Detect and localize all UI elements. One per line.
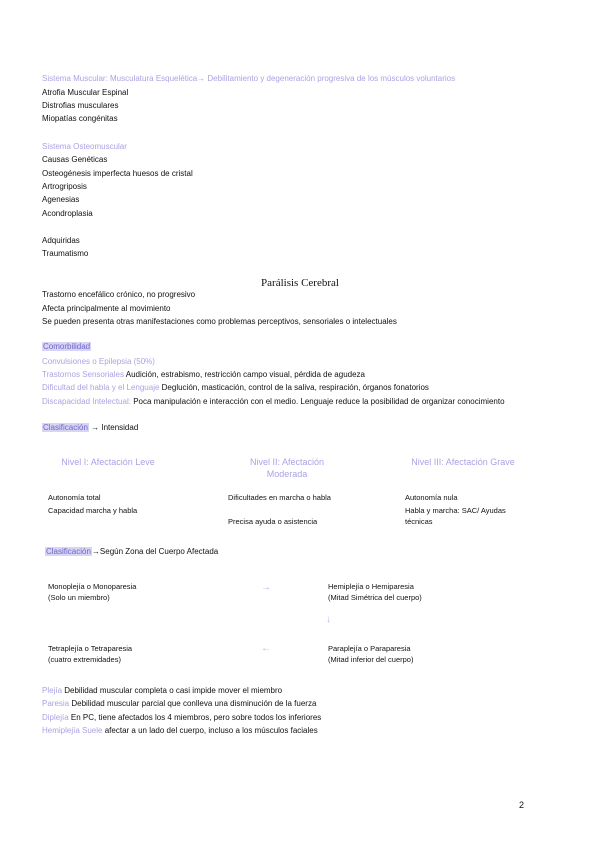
level-1-line: Autonomía total — [48, 493, 101, 502]
clasificacion-intensidad — [42, 423, 138, 433]
convulsiones-line: Convulsiones o Epilepsia (50%) — [42, 357, 155, 366]
list-item: Distrofias musculares — [42, 101, 119, 110]
definition-text: Debilidad muscular parcial que conlleva una disminución de la fuerza — [71, 699, 317, 708]
paralisis-title: Parálisis Cerebral — [261, 277, 339, 289]
arrow-right-icon: → — [261, 582, 271, 593]
list-item: Miopatías congénitas — [42, 114, 118, 123]
list-item: Trastorno encefálico crónico, no progresivo — [42, 290, 196, 299]
list-item: Causas Genéticas — [42, 155, 108, 164]
definition-row — [42, 713, 321, 723]
row-label: Dificultad del habla y el Lenguaje — [42, 383, 160, 392]
level-2-line: Precisa ayuda o asistencia — [228, 517, 318, 526]
osteomuscular-heading: Sistema Osteomuscular — [42, 142, 127, 151]
row-text: Poca manipulación e interacción con el medio. Lenguaje reduce la posibilidad de organizar conocimiento — [133, 397, 505, 406]
definition-text: Debilidad muscular completa o casi impide mover el miembro — [64, 686, 283, 695]
definition-row — [42, 686, 282, 696]
comorbilidad-row — [42, 397, 505, 407]
comorbilidad-row — [42, 370, 365, 380]
hemi-title: Hemiplejía o Hemiparesia — [328, 582, 414, 591]
tetra-title: Tetraplejía o Tetraparesia — [48, 644, 133, 653]
list-item: Se pueden presenta otras manifestaciones como problemas perceptivos, sensoriales o intelectuales — [42, 317, 397, 326]
comorbilidad-label-row — [42, 342, 91, 352]
list-item: Afecta principalmente al movimiento — [42, 304, 171, 313]
list-item: Artrogriposis — [42, 182, 87, 191]
clasificacion-label: Clasificación — [46, 547, 91, 556]
level-2-title: Nivel II: Afectación Moderada — [249, 457, 325, 479]
mono-title: Monoplejía o Monoparesia — [48, 582, 137, 591]
row-label: Discapacidad Intelectual: — [42, 397, 131, 406]
clasificacion-label: Clasificación — [43, 423, 88, 432]
row-text: Deglución, masticación, control de la saliva, respiración, órganos fonatorios — [161, 383, 429, 392]
clasificacion-zona — [45, 547, 218, 557]
arrow-down-icon: ↓ — [326, 614, 331, 625]
clasificacion-suffix: → Intensidad — [91, 423, 139, 432]
list-item: Osteogénesis imperfecta huesos de cristal — [42, 169, 193, 178]
hemi-sub: (Mitad Simétrica del cuerpo) — [328, 593, 422, 602]
definition-label: Plejía — [42, 686, 63, 695]
definition-text: afectar a un lado del cuerpo, incluso a los músculos faciales — [104, 726, 318, 735]
level-3-line: Habla y marcha: SAC/ Ayudas técnicas — [405, 506, 506, 526]
page-number: 2 — [519, 800, 525, 810]
row-text: Audición, estrabismo, restricción campo visual, pérdida de agudeza — [125, 370, 365, 379]
list-item: Acondroplasia — [42, 209, 93, 218]
list-item: Adquiridas — [42, 236, 80, 245]
comorbilidad-row — [42, 383, 429, 393]
arrow-left-icon: ← — [261, 643, 271, 654]
row-label: Trastornos Sensoriales — [42, 370, 124, 379]
definition-label: Paresia — [42, 699, 70, 708]
level-1-title: Nivel I: Afectación Leve — [61, 457, 155, 467]
list-item: Atrofia Muscular Espinal — [42, 88, 129, 97]
level-2-line: Dificultades en marcha o habla — [228, 493, 331, 502]
tetra-sub: (cuatro extremidades) — [48, 655, 121, 664]
definition-row — [42, 699, 316, 709]
mono-sub: (Solo un miembro) — [48, 593, 110, 602]
level-3-line: Autonomía nula — [405, 493, 458, 502]
muscular-heading: Sistema Muscular: Musculatura Esquelética→ Debilitamiento y degeneración progresiva de los músculos voluntarios — [42, 74, 456, 83]
definition-label: Diplejía — [42, 713, 69, 722]
definition-label: Hemiplejía Suele — [42, 726, 103, 735]
level-1-line: Capacidad marcha y habla — [48, 506, 138, 515]
definition-row — [42, 726, 318, 736]
para-title: Paraplejía o Paraparesia — [328, 644, 411, 653]
definition-text: En PC, tiene afectados los 4 miembros, pero sobre todos los inferiores — [70, 713, 322, 722]
level-3-title: Nivel III: Afectación Grave — [411, 457, 515, 467]
list-item: Traumatismo — [42, 249, 89, 258]
comorbilidad-label: Comorbilidad — [43, 342, 91, 351]
para-sub: (Mitad inferior del cuerpo) — [328, 655, 414, 664]
clasificacion-suffix: →Según Zona del Cuerpo Afectada — [91, 547, 219, 556]
list-item: Agenesias — [42, 195, 80, 204]
